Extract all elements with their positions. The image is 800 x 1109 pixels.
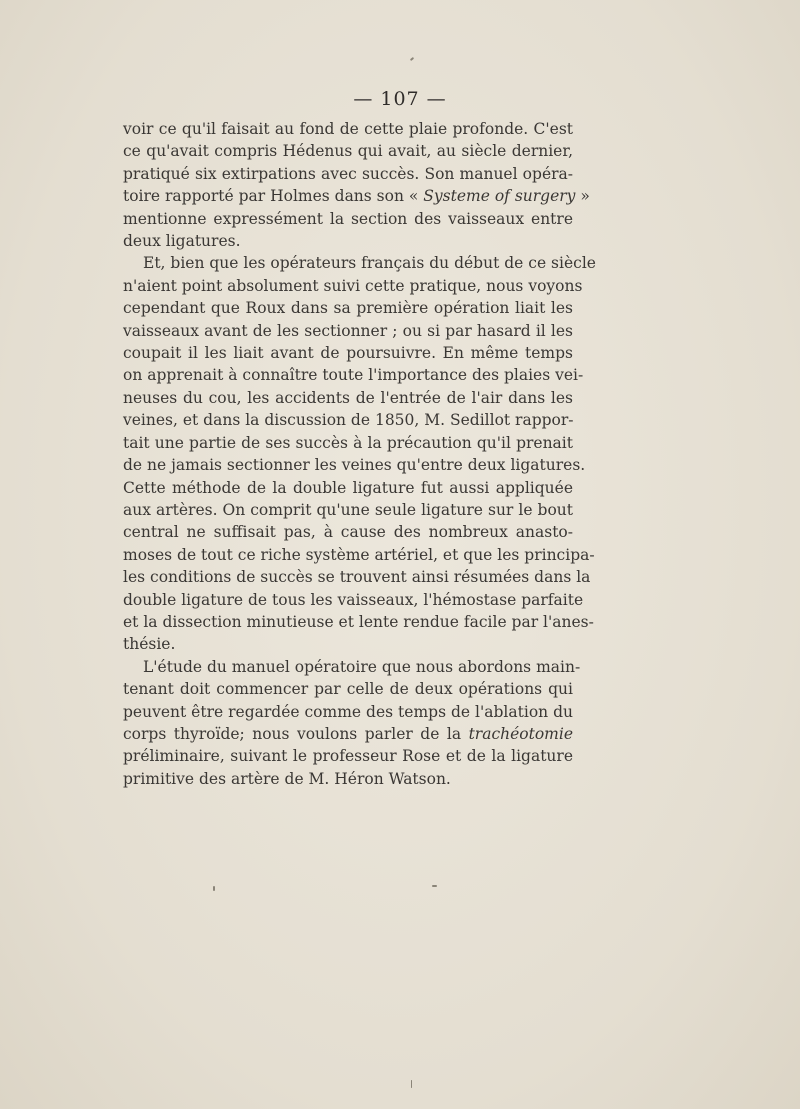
text-line: central ne suffisait pas, à cause des nombreux anasto- xyxy=(123,523,573,542)
text-line: L'étude du manuel opératoire que nous abordons main- xyxy=(143,657,581,676)
text-line: tait une partie de ses succès à la précaution qu'il prenait xyxy=(123,433,573,452)
paragraph-2 xyxy=(123,252,596,655)
text-line: toire rapporté par Holmes dans son « Systeme of surgery » xyxy=(123,187,590,206)
text-line: préliminaire, suivant le professeur Rose et de la ligature xyxy=(123,747,573,766)
text-line: ce qu'avait compris Hédenus qui avait, au siècle dernier, xyxy=(123,142,573,161)
print-speck xyxy=(213,886,215,891)
text-line: cependant que Roux dans sa première opération liait les xyxy=(123,299,573,318)
text-line: et la dissection minutieuse et lente rendue facile par l'anes- xyxy=(123,612,594,631)
text-line: Cette méthode de la double ligature fut aussi appliquée xyxy=(123,478,573,497)
text-line: corps thyroïde; nous voulons parler de la trachéotomie xyxy=(123,724,573,743)
text-line: tenant doit commencer par celle de deux opérations qui xyxy=(123,680,573,699)
paragraph-1 xyxy=(123,118,590,252)
text-line: peuvent être regardée comme des temps de l'ablation du xyxy=(123,702,573,721)
text-line: deux ligatures. xyxy=(123,232,241,251)
text-line: on apprenait à connaître toute l'importance des plaies vei- xyxy=(123,366,584,385)
text-line: pratiqué six extirpations avec succès. Son manuel opéra- xyxy=(123,164,573,183)
paragraph-3 xyxy=(123,656,581,790)
text-line: neuses du cou, les accidents de l'entrée de l'air dans les xyxy=(123,388,573,407)
text-line: les conditions de succès se trouvent ainsi résumées dans la xyxy=(123,568,591,587)
text-line: Et, bien que les opérateurs français du début de ce siècle xyxy=(143,254,596,273)
text-line: aux artères. On comprit qu'une seule ligature sur le bout xyxy=(123,500,573,519)
text-line: primitive des artère de M. Héron Watson. xyxy=(123,769,451,788)
text-line: vaisseaux avant de les sectionner ; ou si par hasard il les xyxy=(123,321,573,340)
print-speck xyxy=(432,885,437,887)
text-line: coupait il les liait avant de poursuivre. En même temps xyxy=(123,344,573,363)
emphasis-text: Systeme of surgery xyxy=(423,187,576,206)
text-line: de ne jamais sectionner les veines qu'entre deux ligatures. xyxy=(123,456,586,475)
text-line: voir ce qu'il faisait au fond de cette plaie profonde. C'est xyxy=(123,120,573,138)
print-speck xyxy=(410,57,414,61)
text-line: veines, et dans la discussion de 1850, M. Sedillot rappor- xyxy=(123,411,574,430)
text-line: mentionne expressément la section des vaisseaux entre xyxy=(123,209,573,228)
text-line: n'aient point absolument suivi cette pratique, nous voyons xyxy=(123,276,583,295)
body-text xyxy=(123,118,596,790)
text-line: double ligature de tous les vaisseaux, l'hémostase parfaite xyxy=(123,590,584,609)
emphasis-text: trachéotomie xyxy=(468,724,573,743)
text-line: thésie. xyxy=(123,635,176,654)
text-line: moses de tout ce riche système artériel, et que les principa- xyxy=(123,545,595,564)
page-number: — 107 — xyxy=(353,88,447,110)
print-speck xyxy=(411,1080,412,1088)
